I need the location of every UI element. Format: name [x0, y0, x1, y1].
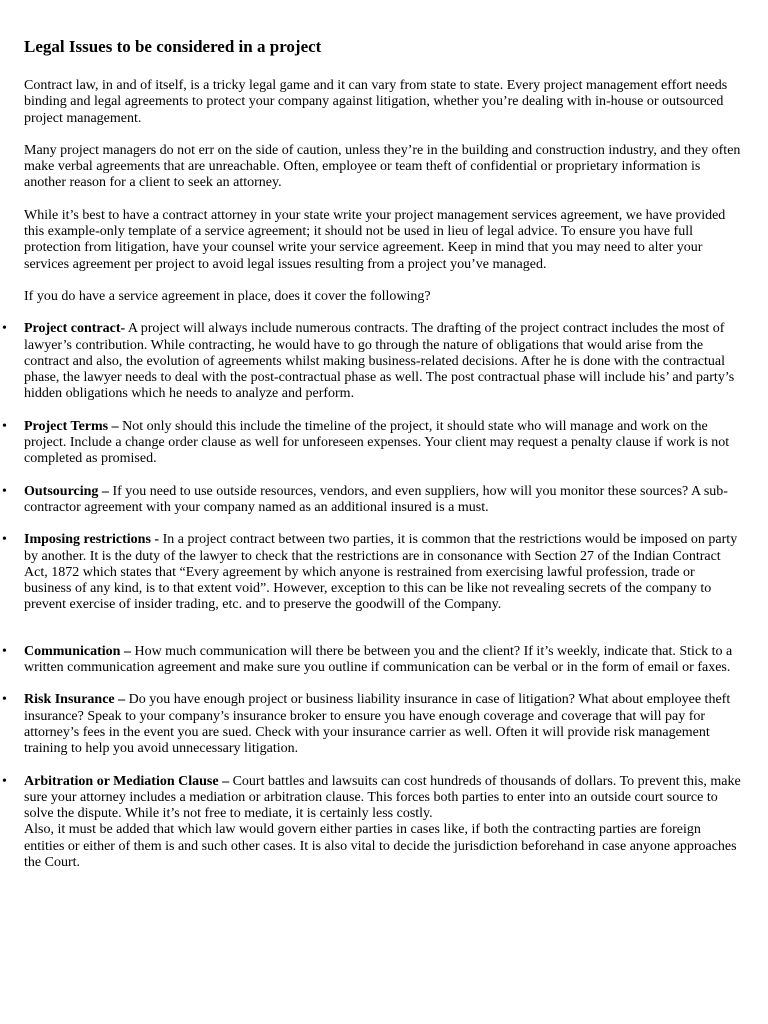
- caution-paragraph: Many project managers do not err on the side of caution, unless they’re in the building and construction industry, and they often make verbal agreements that are unreachable. Often, employee or team theft of confidential or proprietary information is another reason for a client to seek an attorney.: [24, 142, 741, 191]
- bullet-marker: •: [2, 773, 7, 789]
- item-continuation-text: Also, it must be added that which law would govern either parties in cases like, if both the contracting parties are foreign entities or either of them is and such other cases. It is also vital to decide the jurisdiction beforehand in case anyone approaches the Court.: [24, 822, 737, 870]
- list-item-communication: [2, 643, 742, 677]
- bullet-marker: •: [2, 692, 7, 708]
- intro-paragraph: Contract law, in and of itself, is a tricky legal game and it can vary from state to state. Every project management effort needs binding and legal agreements to protect your company against litigation, whether you’re dealing with in-house or outsourced project management.: [24, 78, 728, 126]
- bullet-marker: •: [2, 643, 7, 659]
- item-term: Risk Insurance –: [24, 692, 126, 708]
- item-text: How much communication will there be between you and the client? If it’s weekly, indicate that. Stick to a written communication agreement and make sure you outline if communication can be verbal or in the form of email or faxes.: [24, 643, 733, 676]
- template-paragraph: While it’s best to have a contract attorney in your state write your project management services agreement, we have provided this example-only template of a service agreement; it should not be used in lieu of legal advice. To ensure you have full protection from litigation, have your counsel write your service agreement. Keep in mind that you may need to alter your services agreement per project to avoid legal issues resulting from a project you’ve managed.: [24, 207, 726, 272]
- bullet-marker: •: [2, 418, 7, 434]
- item-term: Project contract-: [24, 321, 126, 337]
- list-item-arbitration-clause: [2, 773, 742, 872]
- bullet-marker: •: [2, 532, 7, 548]
- list-item-risk-insurance: [2, 692, 742, 757]
- question-paragraph: If you do have a service agreement in place, does it cover the following?: [24, 288, 431, 304]
- item-text: Court battles and lawsuits can cost hundreds of thousands of dollars. To prevent this, make sure your attorney includes a mediation or arbitration clause. This forces both parties to enter into an outside court source to solve the dispute. While it’s not free to mediate, it is certainly less costly.: [24, 773, 741, 822]
- list-item-project-contract: [2, 321, 742, 402]
- item-term: Imposing restrictions -: [24, 532, 160, 548]
- list-item-project-terms: [2, 418, 742, 468]
- item-text: Not only should this include the timeline of the project, it should state who will manage and work on the project. Include a change order clause as well for unforeseen expenses. Your client may request a penalty clause if work is not completed as promised.: [24, 418, 730, 467]
- bullet-marker: •: [2, 483, 7, 499]
- item-text: If you need to use outside resources, vendors, and even suppliers, how will you monitor these sources? A sub-contractor agreement with your company named as an additional insured is a must.: [24, 483, 728, 515]
- bullet-marker: •: [2, 321, 7, 337]
- document-title: Legal Issues to be considered in a project: [24, 37, 322, 56]
- item-text: In a project contract between two parties, it is common that the restrictions would be imposed on party by another. It is the duty of the lawyer to check that the restrictions are in consonance with Section 27 of the Indian Contract Act, 1872 which states that “Every agreement by which anyone is restrained from exercising lawful profession, trade or business of any kind, is to that extent void”. However, exception to this can be like not revealing secrets of the company to prevent exercise of insider trading, etc. and to preserve the goodwill of the Company.: [24, 532, 738, 613]
- item-text: Do you have enough project or business liability insurance in case of litigation? What about employee theft insurance? Speak to your company’s insurance broker to ensure you have enough coverage and coverage that will pay for attorney’s fees in the event you are sued. Check with your insurance carrier as well. Often it will provide risk management training to help you avoid unnecessary litigation.: [24, 692, 731, 757]
- list-item-outsourcing: [2, 483, 742, 517]
- issues-list: [2, 321, 742, 871]
- item-term: Communication –: [24, 643, 131, 659]
- list-item-imposing-restrictions: [2, 532, 742, 613]
- item-term: Project Terms –: [24, 418, 119, 434]
- item-term: Outsourcing –: [24, 483, 109, 499]
- item-text: A project will always include numerous contracts. The drafting of the project contract includes the most of lawyer’s contribution. While contracting, he would have to go through the nature of obligations that would arise from the contract and also, the evolution of agreements whilst making business-related decisions. After he is done with the contractual phase, the lawyer needs to deal with the post-contractual phase as well. The post contractual phase will include his’ and party’s hidden obligations which he needs to analyze and perform.: [24, 321, 735, 402]
- item-term: Arbitration or Mediation Clause –: [24, 773, 230, 789]
